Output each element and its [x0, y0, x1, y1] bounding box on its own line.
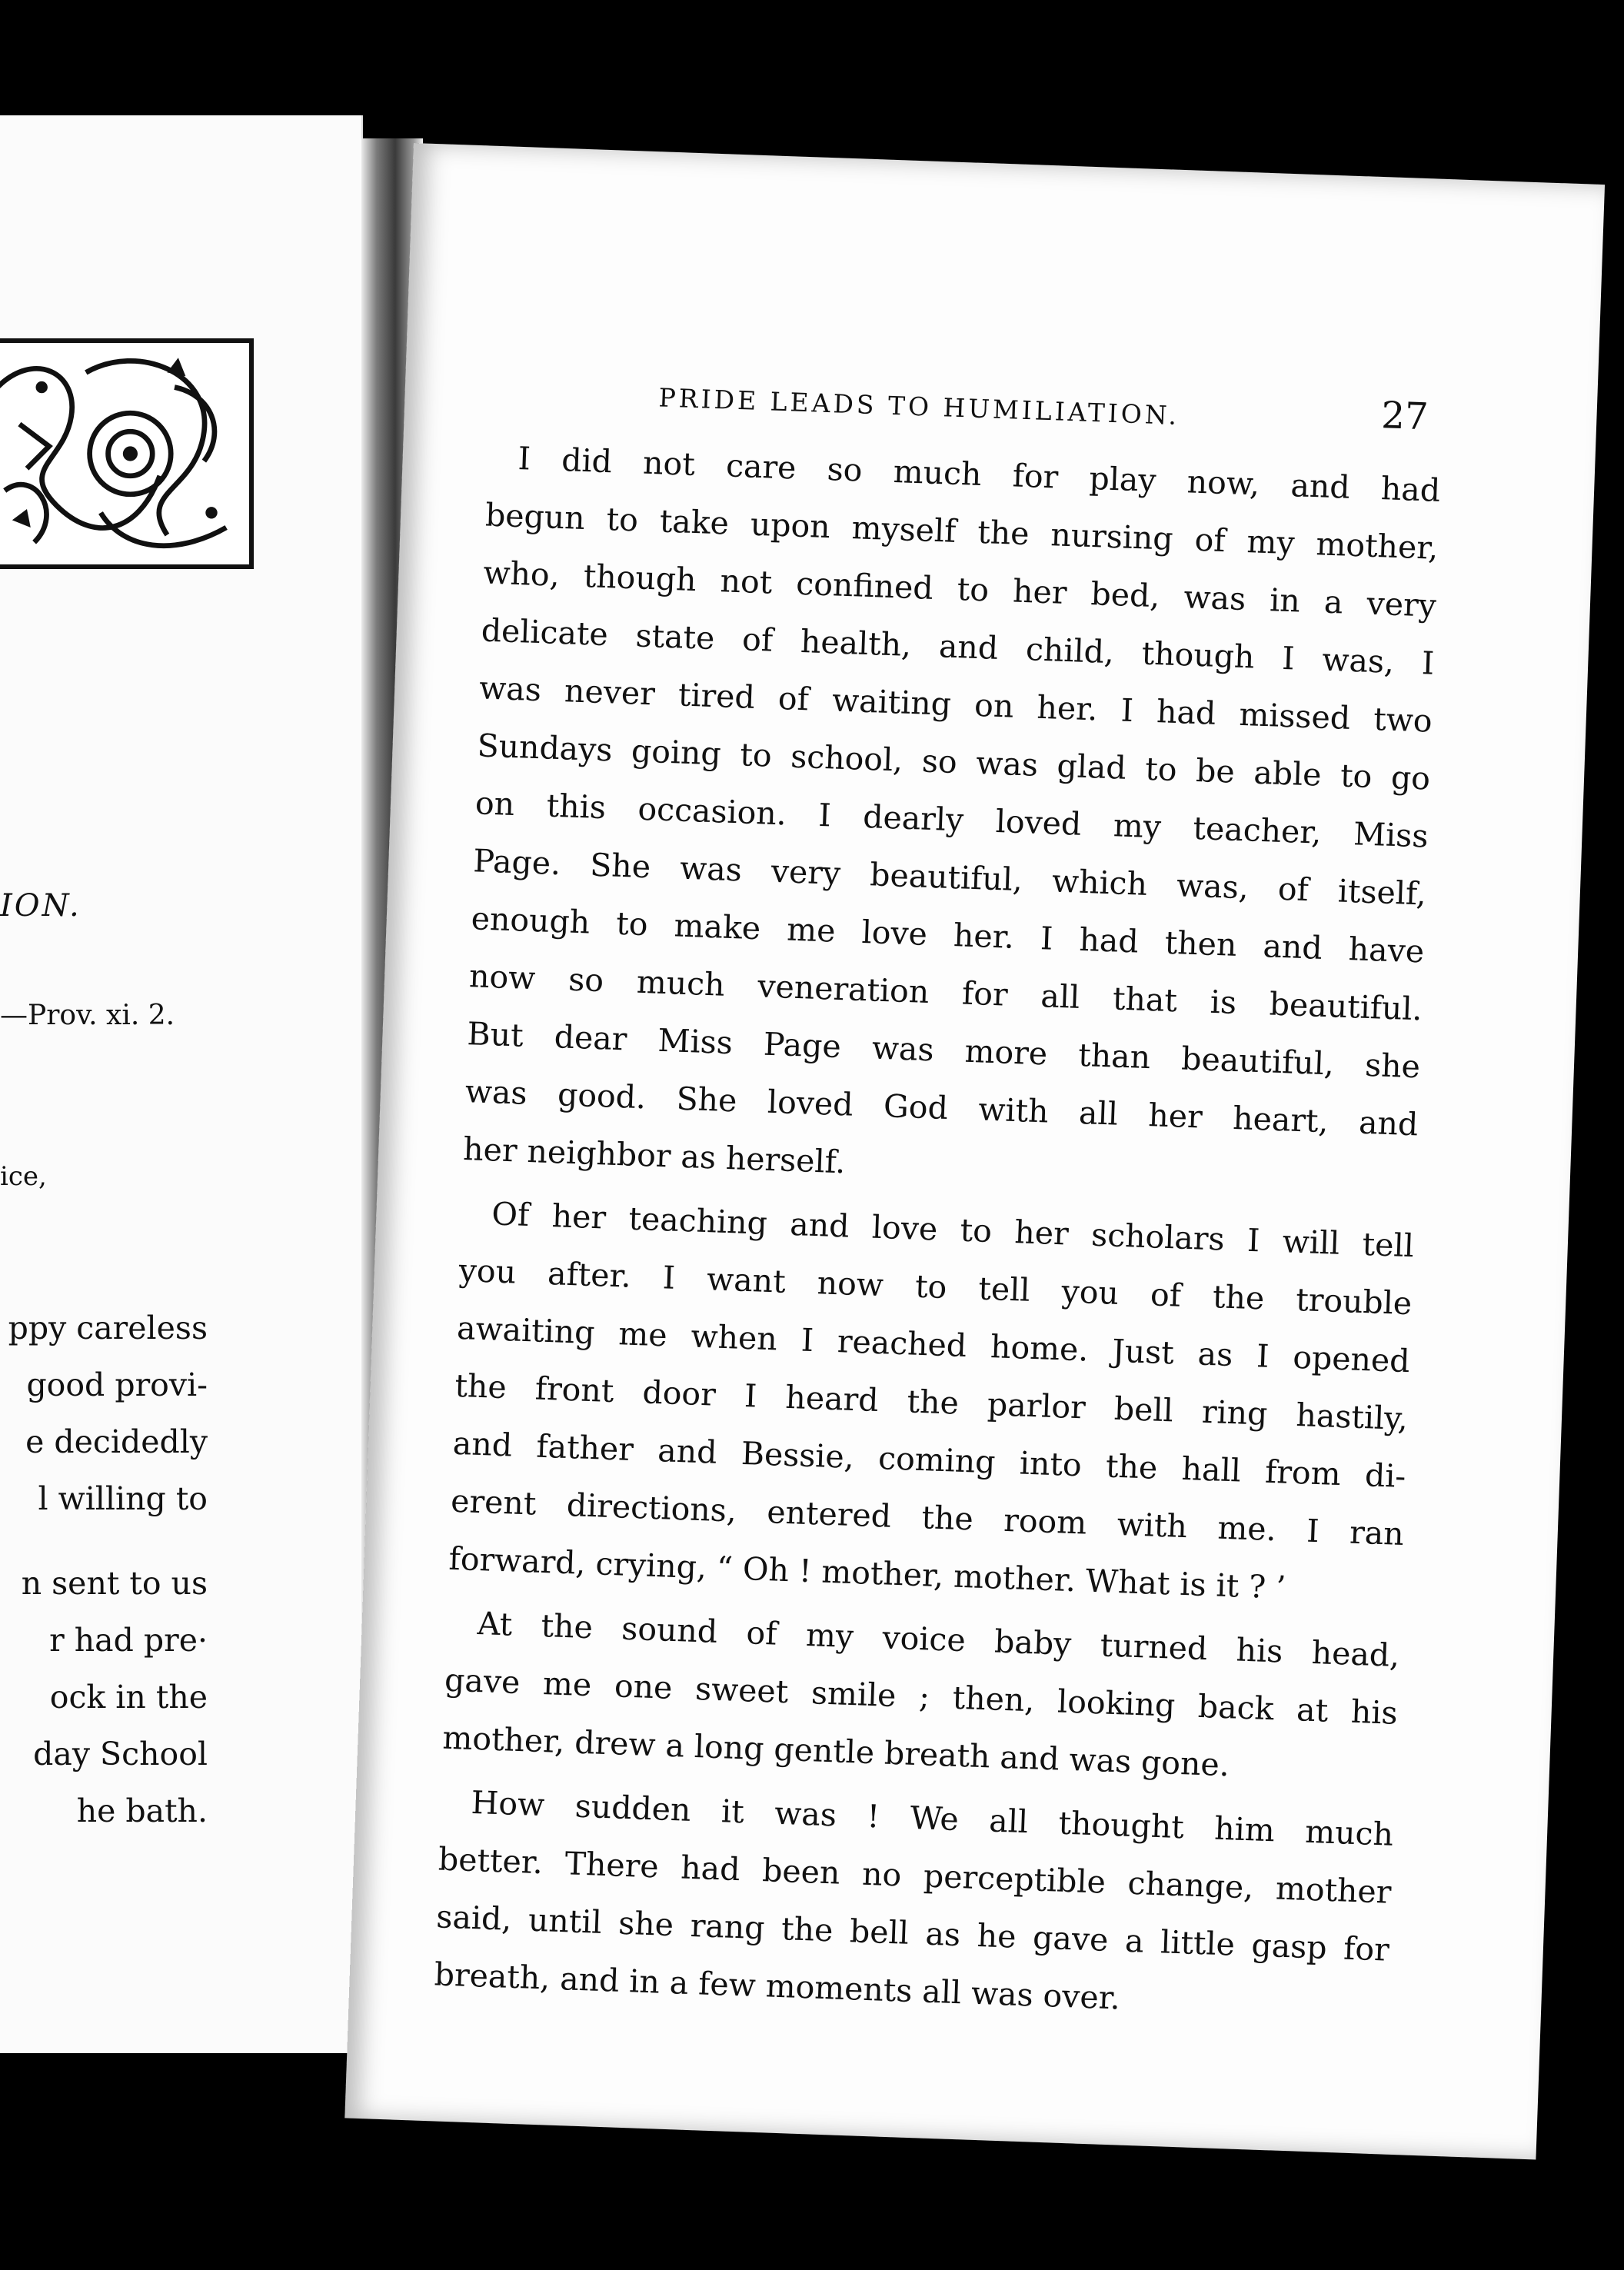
text-line: said, until she rang the bell as he gave a little gasp for [435, 1898, 1390, 1969]
text-line: who, though not confined to her bed, was in a very [482, 554, 1437, 624]
decorative-ornament-block [0, 338, 254, 569]
text-line: delicate state of health, and child, though I was, I [481, 611, 1436, 682]
text-line-fragment: n sent to us [21, 1565, 208, 1602]
text-line-fragment: good provi- [26, 1366, 208, 1403]
chapter-heading-fragment: ION. [0, 888, 82, 924]
text-line: How sudden it was ! We all thought him much [470, 1783, 1394, 1853]
epigraph-reference: —Prov. xi. 2. [0, 1000, 175, 1031]
text-line: was good. She loved God with all her heart, and [464, 1073, 1419, 1143]
text-line: At the sound of my voice baby turned his head, [477, 1605, 1400, 1674]
text-line-fragment: e decidedly [25, 1423, 208, 1460]
text-line: was never tired of waiting on her. I had missed two [478, 669, 1433, 740]
text-line: forward, crying, “ Oh ! mother, mother. What is it ? ’ [448, 1539, 1287, 1606]
text-line: and father and Bessie, coming into the hall from di- [452, 1424, 1407, 1496]
text-line: the front door I heard the parlor bell ring hastily, [454, 1366, 1409, 1438]
page-number: 27 [1380, 394, 1429, 439]
text-line: enough to make me love her. I had then and have [471, 900, 1425, 970]
text-line: I did not care so much for play now, and had [517, 440, 1441, 509]
text-line: on this occasion. I dearly loved my teacher, Miss [474, 784, 1429, 855]
left-page [0, 115, 363, 2053]
text-line-fragment: ock in the [49, 1679, 208, 1716]
text-line-fragment: ppy careless [8, 1310, 208, 1346]
text-line: breath, and in a few moments all was over. [434, 1955, 1121, 2017]
text-line: But dear Miss Page was more than beautiful, she [466, 1015, 1421, 1086]
epigraph-line-fragment: ice, [0, 1161, 47, 1192]
text-line-fragment: day School [33, 1736, 208, 1772]
text-line: begun to take upon myself the nursing of my mother, [484, 496, 1439, 567]
text-line: Page. She was very beautiful, which was, of itself, [472, 842, 1427, 913]
text-line: gave me one sweet smile ; then, looking back at his [444, 1661, 1399, 1732]
page-body-text [434, 429, 1442, 2037]
text-line: Of her teaching and love to her scholars I will tell [491, 1195, 1415, 1265]
text-line: mother, drew a long gentle breath and was gone. [441, 1719, 1230, 1784]
text-line: awaiting me when I reached home. Just as I opened [456, 1309, 1411, 1380]
paragraph-gap [0, 1527, 361, 1555]
right-page [344, 143, 1605, 2160]
text-line: Sundays going to school, so was glad to be able to go [476, 727, 1431, 797]
text-line: erent directions, entered the room with me. I ran [450, 1482, 1405, 1553]
text-line: her neighbor as herself. [462, 1130, 847, 1181]
text-line: now so much veneration for all that is beautiful. [468, 957, 1423, 1028]
text-line: better. There had been no perceptible change, mother [438, 1840, 1393, 1911]
left-page-body-fragments [0, 1300, 361, 1839]
text-line: you after. I want now to tell you of the trouble [458, 1251, 1413, 1323]
text-line-fragment: r had pre· [49, 1622, 208, 1659]
running-head: PRIDE LEADS TO HUMILIATION. [657, 382, 1180, 431]
text-line-fragment: l willing to [38, 1480, 208, 1517]
text-line-fragment: he bath. [76, 1792, 208, 1829]
ornament-illustration [0, 343, 249, 564]
